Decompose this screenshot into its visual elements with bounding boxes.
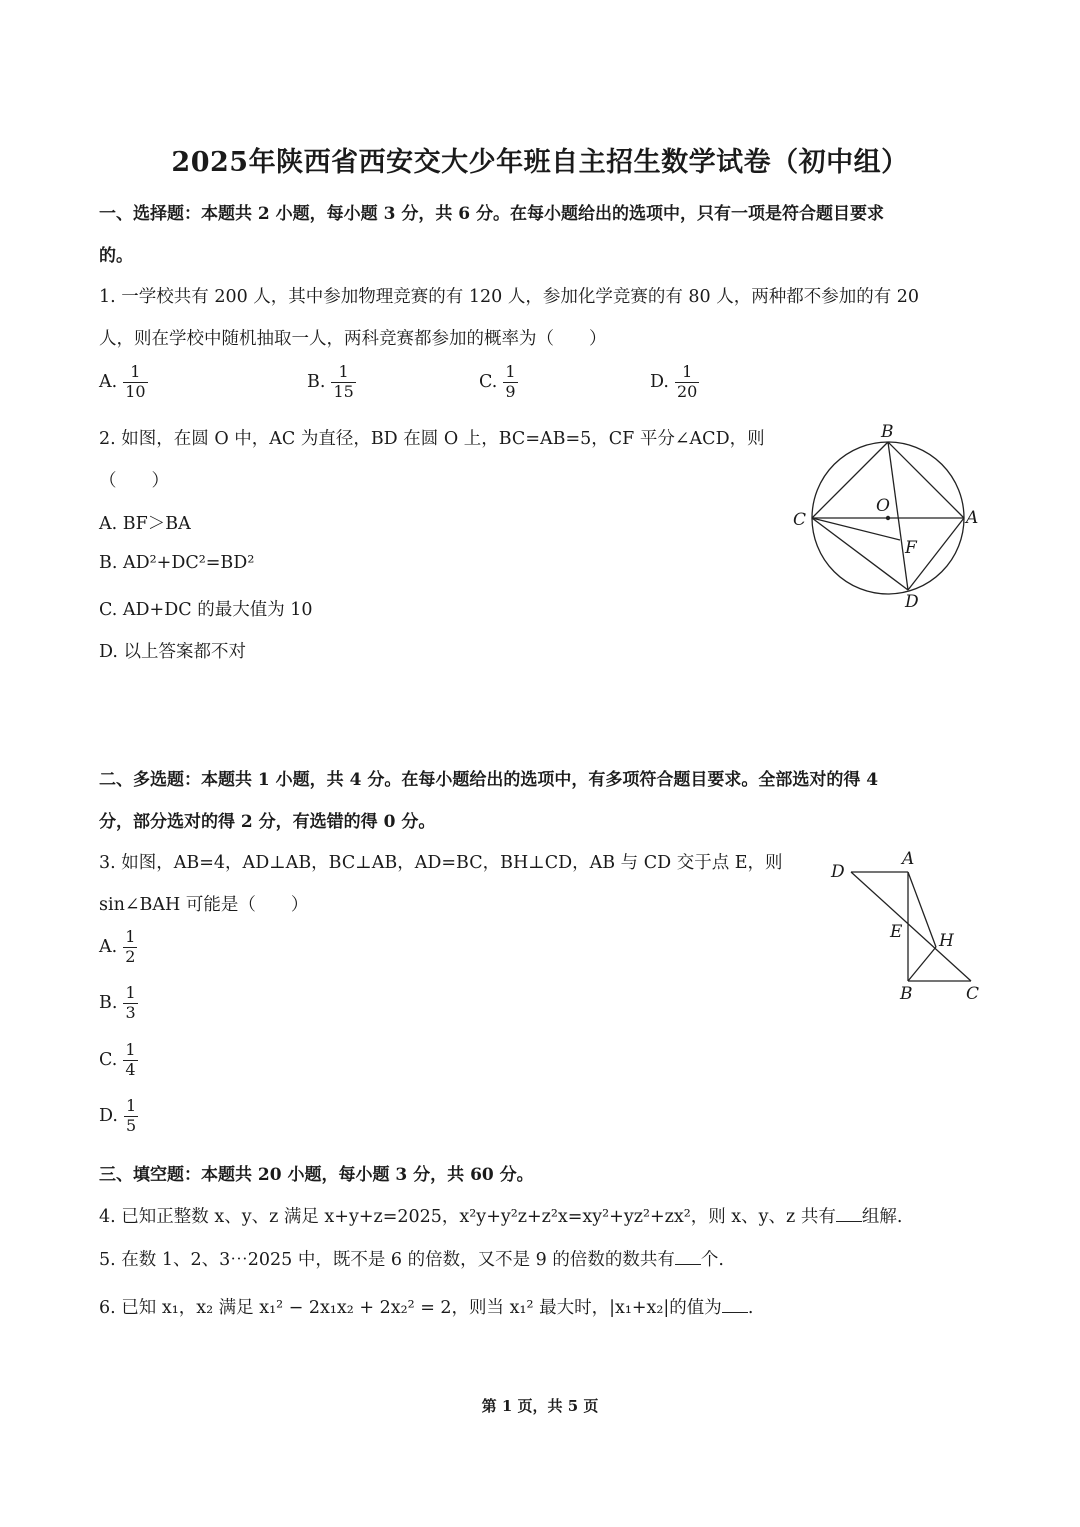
label-b: B [881,422,894,442]
fraction [123,1042,137,1079]
q1-line2: 人，则在学校中随机抽取一人，两科竞赛都参加的概率为（ ） [99,329,607,349]
section1-header-line1: 一、选择题：本题共 2 小题，每小题 3 分，共 6 分。在每小题给出的选项中，只有一项是符合题目要求 [99,204,884,224]
numerator: 1 [682,362,693,381]
numerator: 1 [125,1096,137,1115]
answer-blank[interactable] [722,1298,748,1313]
label-f: F [905,538,917,558]
q2-option-d: D. 以上答案都不对 [99,642,247,662]
label-d: D [905,592,919,612]
numerator: 1 [125,927,136,946]
label-h: H [939,931,954,951]
segment-ba [888,442,964,518]
q1-option-b [307,364,356,401]
section2-header-line1: 二、多选题：本题共 1 小题，共 4 分。在每小题给出的选项中，有多项符合题目要求。全部选对的得 4 [99,770,879,790]
segment-dc [851,872,971,981]
q2-option-a: A. BF＞BA [99,514,191,534]
fraction [123,985,137,1022]
q4-line [99,1203,902,1228]
denominator: 3 [125,1002,136,1022]
option-label: C. [479,371,498,392]
option-label: B. [99,992,118,1013]
label-e: E [890,922,903,942]
q3-option-a [99,929,137,966]
segment-bd [888,442,908,590]
denominator: 2 [125,946,136,966]
answer-blank[interactable] [836,1207,862,1222]
numerator: 1 [505,362,516,381]
q1-line1: 1. 一学校共有 200 人，其中参加物理竞赛的有 120 人，参加化学竞赛的有 80 人，两种都不参加的有 20 [99,287,920,307]
option-label: D. [99,1105,118,1126]
option-label: A. [99,936,118,957]
numerator: 1 [125,983,136,1002]
fraction [331,364,355,401]
q4-text-end: 组解. [861,1207,903,1227]
q1-option-a [99,364,148,401]
q5-line [99,1246,724,1271]
q3-option-b [99,985,138,1022]
label-b: B [900,984,913,1004]
q2-line2: （ ） [99,471,169,491]
numerator: 1 [130,362,141,381]
option-label: C. [99,1049,118,1070]
q2-line1: 2. 如图，在圆 O 中，AC 为直径，BD 在圆 O 上，BC=AB=5，CF 平分∠ACD，则 [99,429,765,449]
q3-figure [820,845,990,1005]
section1-header-line2: 的。 [99,246,133,266]
q4-text: 4. 已知正整数 x、y、z 满足 x+y+z=2025，x²y+y²z+z²x=xy²+yz²+zx²，则 x、y、z 共有 [99,1207,836,1227]
segment-cf [812,518,900,540]
q1-option-c [479,364,518,401]
numerator: 1 [125,1040,136,1059]
option-label: B. [307,371,326,392]
q2-option-b: B. AD²+DC²=BD² [99,553,255,573]
denominator: 10 [125,381,146,401]
q3-option-c [99,1042,138,1079]
label-a: A [966,508,979,528]
q3-line2: sin∠BAH 可能是（ ） [99,895,309,915]
fraction [675,364,699,401]
label-d: D [831,862,845,882]
option-label: D. [650,371,669,392]
fraction [123,929,137,966]
center-point [886,516,890,520]
section2-header-line2: 分，部分选对的得 2 分，有选错的得 0 分。 [99,812,436,832]
q6-line [99,1294,753,1319]
q2-option-c: C. AD+DC 的最大值为 10 [99,600,313,620]
section3-header: 三、填空题：本题共 20 小题，每小题 3 分，共 60 分。 [99,1165,534,1185]
option-label: A. [99,371,118,392]
label-a: A [902,849,915,869]
label-c: C [793,510,807,530]
label-c: C [966,984,980,1004]
fraction [124,1098,138,1135]
denominator: 4 [125,1059,136,1079]
page-footer: 第 1 页，共 5 页 [481,1397,599,1415]
q5-text: 5. 在数 1、2、3⋯2025 中，既不是 6 的倍数，又不是 9 的倍数的数共有 [99,1250,675,1270]
fraction [503,364,517,401]
q1-option-d [650,364,699,401]
page-title: 2025年陕西省西安交大少年班自主招生数学试卷（初中组） [171,147,909,178]
numerator: 1 [338,362,349,381]
denominator: 9 [505,381,516,401]
q3-option-d [99,1098,138,1135]
q3-line1: 3. 如图，AB=4，AD⊥AB，BC⊥AB，AD=BC，BH⊥CD，AB 与 CD 交于点 E，则 [99,853,783,873]
q6-text-end: . [747,1298,754,1318]
answer-blank[interactable] [675,1250,701,1265]
label-o: O [876,496,890,516]
denominator: 5 [125,1115,137,1135]
segment-cd [812,518,908,590]
denominator: 20 [676,381,698,401]
q6-text: 6. 已知 x₁，x₂ 满足 x₁² − 2x₁x₂ + 2x₂² = 2，则当 x₁² 最大时，|x₁+x₂|的值为 [99,1298,722,1318]
denominator: 15 [333,381,354,401]
segment-bh [908,947,936,981]
q2-circle-figure [785,415,985,615]
fraction [123,364,147,401]
q5-text-end: 个. [700,1250,724,1270]
